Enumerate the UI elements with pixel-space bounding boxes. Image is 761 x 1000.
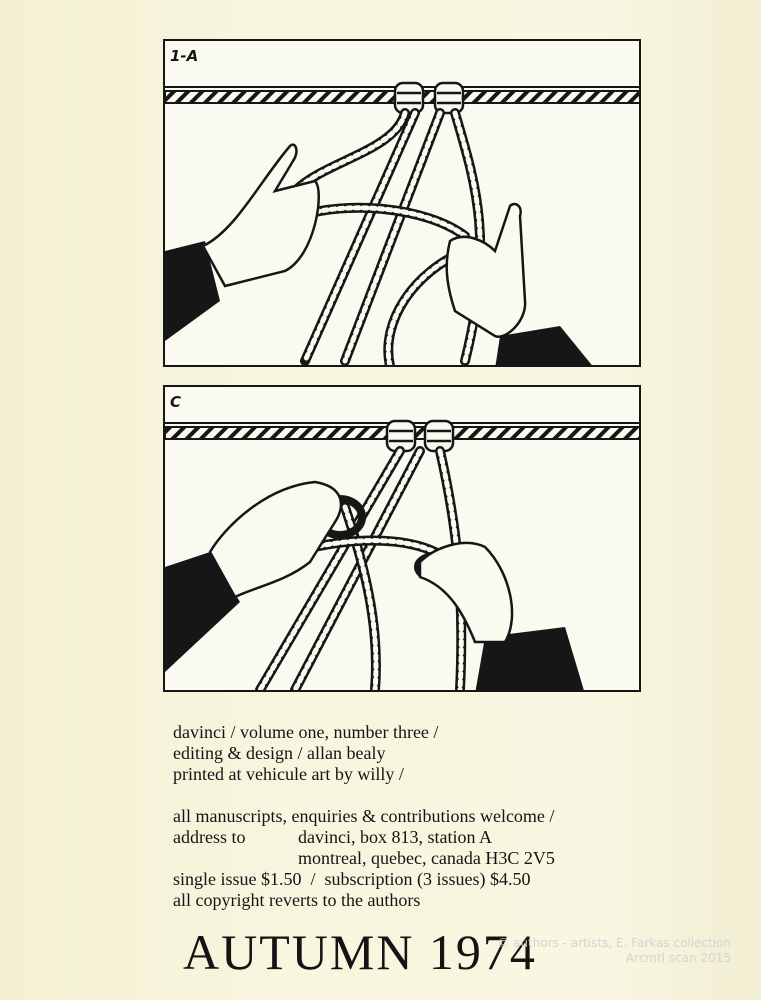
colophon-line: editing & design / allan bealy — [173, 743, 386, 763]
scan-watermark — [497, 936, 731, 966]
panel-label: C — [170, 393, 182, 411]
watermark-line: © authors - artists, E. Farkas collection — [497, 936, 731, 950]
address-line — [173, 827, 555, 848]
address-label: address to — [173, 827, 246, 847]
address-value: montreal, quebec, canada H3C 2V5 — [298, 848, 555, 868]
colophon-line: printed at vehicule art by willy / — [173, 764, 404, 784]
illustration-panel-1a — [163, 39, 641, 367]
watermark-line: Arcmtl scan 2015 — [625, 951, 731, 965]
rope-knot-illustration-icon — [165, 387, 641, 692]
issue-season-title: AUTUMN 1974 — [183, 924, 537, 980]
address-value: davinci, box 813, station A — [298, 827, 492, 847]
colophon-line: all manuscripts, enquiries & contributions welcome / — [173, 806, 555, 826]
rope-knot-illustration-icon — [165, 41, 641, 367]
copyright-line: all copyright reverts to the authors — [173, 890, 421, 910]
panel-label: 1-A — [170, 47, 199, 65]
colophon-line: davinci / volume one, number three / — [173, 722, 439, 742]
pricing-line: single issue $1.50 / subscription (3 issues) $4.50 — [173, 869, 531, 889]
illustration-panel-c — [163, 385, 641, 692]
address-line — [173, 848, 555, 869]
colophon — [173, 722, 555, 911]
